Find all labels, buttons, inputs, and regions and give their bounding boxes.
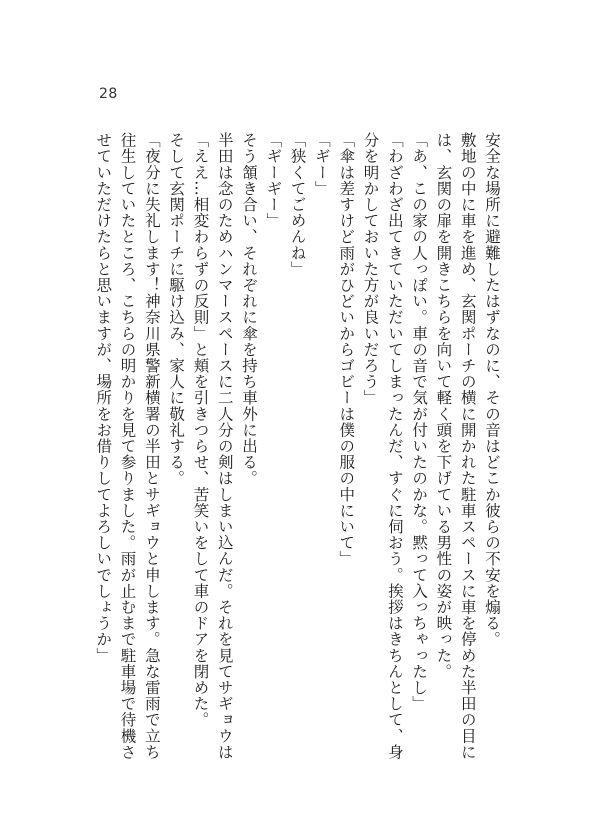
dialogue-line: 「あ、この家の人っぽい。車の音で気が付いたのかな。黙って入っちゃったし」 — [410, 132, 429, 712]
dialogue-line: 「ギー」 — [312, 132, 331, 197]
paragraph: 安全な場所に避難したはずなのに、その音はどこか彼らの不安を煽る。 — [483, 132, 501, 648]
page-number: 28 — [99, 86, 118, 102]
dialogue-line: 「傘は差すけど雨がひどいからゴビーは僕の服の中にいて」 — [337, 132, 356, 567]
dialogue-line: 「夜分に失礼します！神奈川県警新横署の半田とサギョウと申します。急な雷雨で立ち往生していたところ、こちらの明かりを見て参りました。雨が止むまで駐車場で待機させていただけたらと思いますが、場所をお借りしてよろしいでしょうか」 — [94, 132, 161, 760]
paragraph: 半田は念のためハンマースペースに二人分の剣はしまい込んだ。それを見てサギョウは「ええ…相変わらずの反則」と頬を引きつらせ、苦笑いをして車のドアを閉めた。 — [191, 132, 234, 760]
paragraph: 敷地の中に車を進め、玄関ポーチの横に開かれた駐車スペースに車を停めた半田の目には、玄関の扉を開きこちらを向いて軽く頭を下げている男性の姿が映った。 — [434, 132, 477, 760]
dialogue-line: 「わざわざ出てきていただいてしまったんだ、すぐに伺おう。挨拶はきちんとして、身分を明かしておいた方が良いだろう」 — [361, 132, 404, 760]
paragraph: そして玄関ポーチに駆け込み、家人に敬礼する。 — [167, 132, 186, 487]
paragraph: そう頷き合い、それぞれに傘を持ち車外に出る。 — [240, 132, 259, 487]
vertical-text-body — [91, 132, 504, 772]
dialogue-line: 「狭くてごめんね」 — [288, 132, 307, 277]
dialogue-line: 「ギーギー」 — [264, 132, 283, 229]
